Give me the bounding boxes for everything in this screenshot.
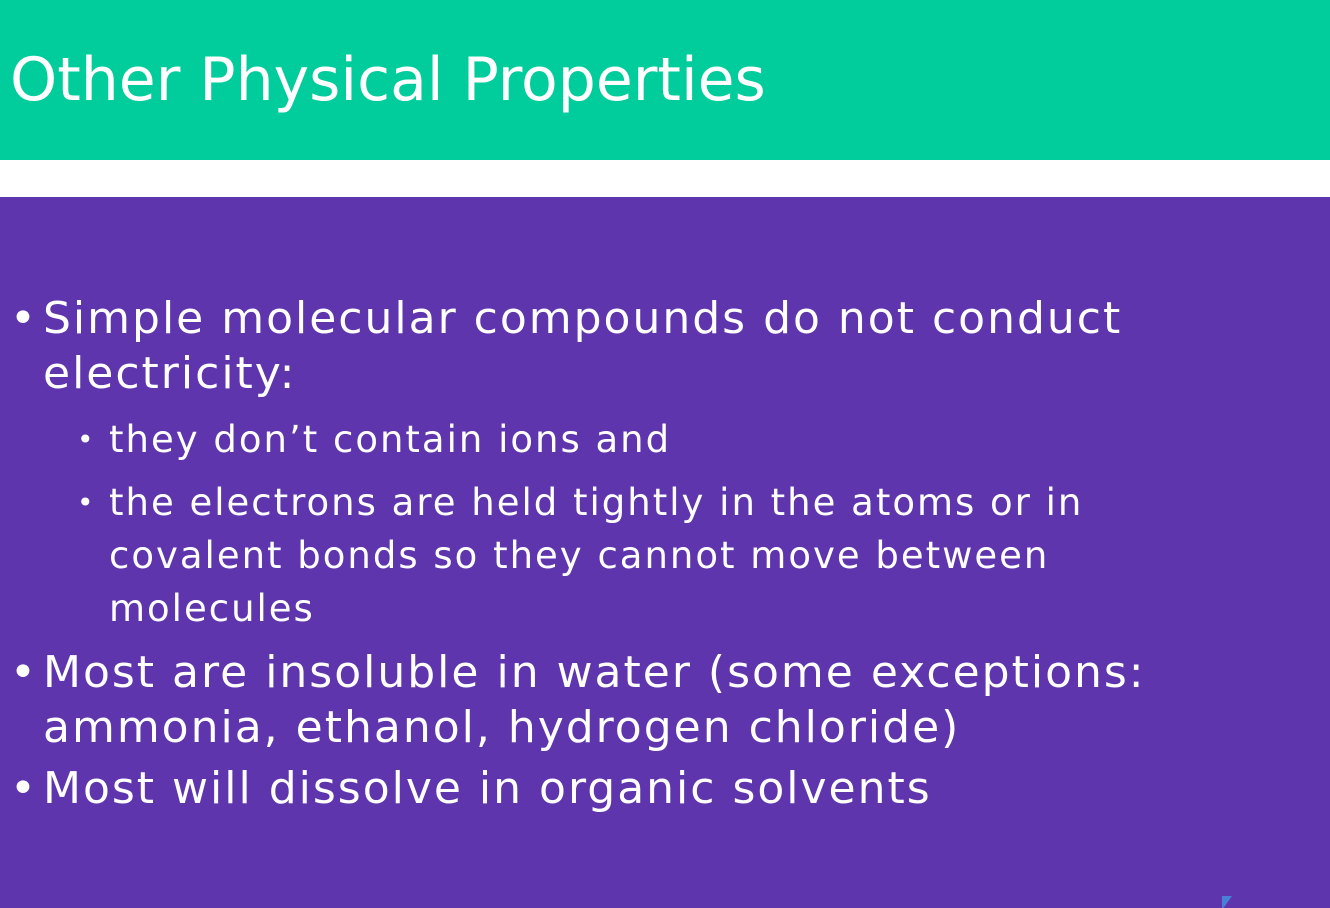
bullet-dot-icon: •	[10, 647, 38, 698]
bullet-text: Simple molecular compounds do not conduct electricity:	[43, 293, 1123, 399]
bullet-item	[0, 291, 1250, 635]
sub-bullet-text: the electrons are held tightly in the atoms or in covalent bonds so they cannot move between molecules	[109, 481, 1084, 630]
content-area	[0, 197, 1330, 908]
sub-bullet-item	[43, 413, 1250, 466]
bullet-dot-icon: •	[77, 423, 96, 456]
bullet-dot-icon: •	[10, 763, 38, 814]
bullet-item	[0, 645, 1250, 755]
sub-bullet-text: they don’t contain ions and	[109, 418, 672, 461]
mouse-pointer-icon	[1222, 896, 1232, 908]
title-separator	[0, 160, 1330, 197]
slide-title: Other Physical Properties	[10, 45, 766, 115]
title-bar	[0, 0, 1330, 160]
sub-bullet-item	[43, 476, 1250, 635]
sub-bullet-list	[43, 413, 1250, 635]
bullet-item	[0, 761, 1250, 816]
bullet-dot-icon: •	[77, 486, 96, 519]
bullet-text: Most will dissolve in organic solvents	[43, 763, 932, 814]
bullet-dot-icon: •	[10, 293, 38, 344]
bullet-list	[0, 291, 1250, 822]
bullet-text: Most are insoluble in water (some exceptions: ammonia, ethanol, hydrogen chloride)	[43, 647, 1146, 753]
